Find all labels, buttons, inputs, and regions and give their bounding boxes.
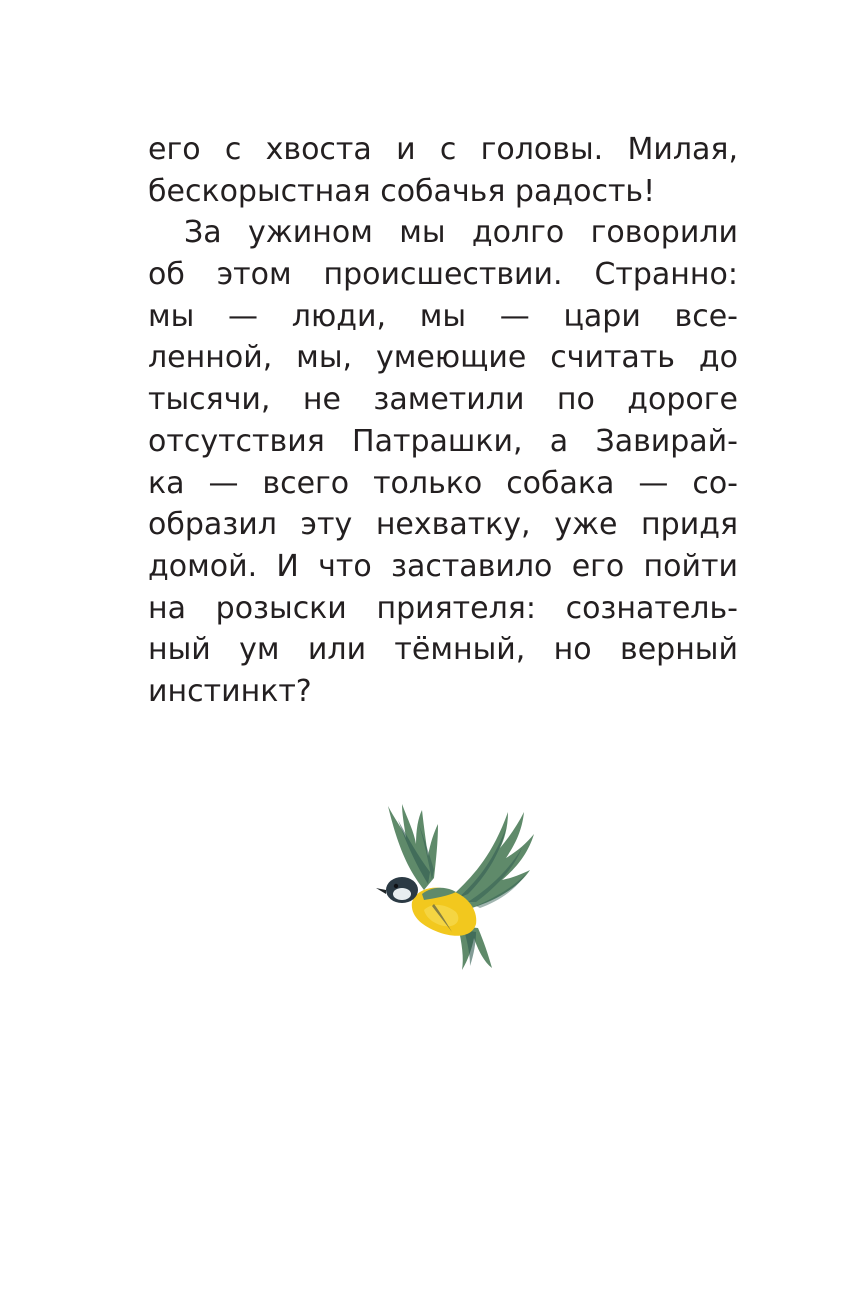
flying-titmouse-illustration — [372, 798, 542, 974]
text-line: отсутствия Патрашки, а Завирай- — [148, 423, 738, 459]
text-line: За ужином мы долго говорили — [184, 215, 738, 251]
beak — [376, 888, 386, 894]
text-line: ленной, мы, умеющие считать до — [148, 340, 738, 376]
text-line: образил эту нехватку, уже придя — [148, 507, 738, 543]
text-line: об этом происшествии. Странно: — [148, 257, 738, 293]
text-line: его с хвоста и с головы. Милая, — [148, 132, 738, 167]
text-line: тысячи, не заметили по дороге — [148, 382, 738, 418]
text-line: мы — люди, мы — цари все- — [148, 298, 738, 334]
text-line: домой. И что заставило его пойти — [148, 548, 738, 584]
text-line: инстинкт? — [148, 673, 312, 709]
body-text — [148, 129, 738, 713]
left-wing — [388, 804, 438, 890]
text-line: бескорыстная собачья радость! — [148, 173, 656, 209]
text-line: ный ум или тёмный, но верный — [148, 632, 738, 668]
head — [376, 877, 418, 903]
text-line: ка — всего только собака — со- — [148, 465, 738, 501]
right-wing — [450, 812, 534, 908]
text-line: на розыски приятеля: сознатель- — [148, 590, 738, 626]
paragraph-2 — [148, 212, 738, 712]
paragraph-1 — [148, 129, 738, 212]
